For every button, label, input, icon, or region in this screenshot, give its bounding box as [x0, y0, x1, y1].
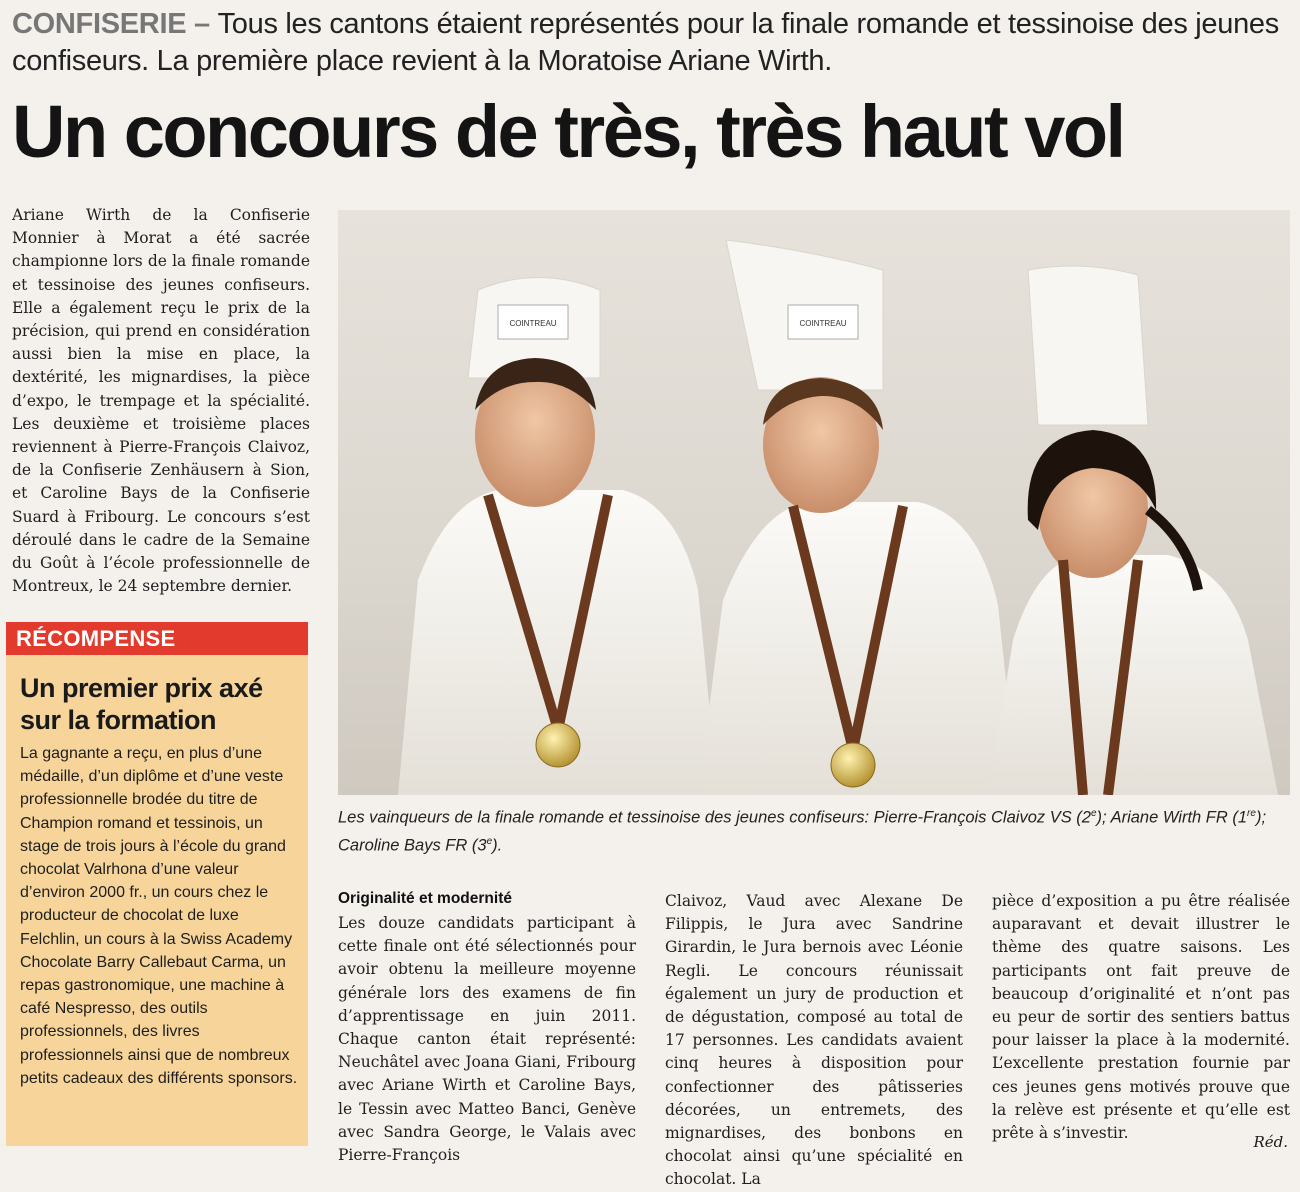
article-column-2: Claivoz, Vaud avec Alexane De Filippis, le Jura avec Sandrine Girardin, le Jura bernois avec Léonie Regli. Le concours réunissait également un jury de production et de dégustation, composé au total de 17 personnes. Les candidats avaient cinq heures à disposition pour confectionner des pâtisseries décorées, un entremets, des mignardises, des bonbons en chocolat ainsi qu’une spécialité en chocolat. La: [665, 892, 963, 1189]
caption-sup: re: [1247, 808, 1256, 819]
sidebar-body: La gagnante a reçu, en plus d’une médaille, d’un diplôme et d’une veste professionnelle brodée du titre de Champion romand et tessinois, un stage de trois jours à l’école du grand chocolat Valrhona d’une valeur d’environ 2000 fr., un cours chez le producteur de chocolat de luxe Felchlin, un cours à la Swiss Academy Chocolate Barry Callebaut Carma, un repas gastronomique, une machine à café Nespresso, des outils professionnels, des livres professionnels ainsi que de nombreux petits cadeaux des différents sponsors.: [20, 745, 298, 1087]
sidebar-rubric: RÉCOMPENSE: [6, 622, 308, 655]
intro-paragraph: Ariane Wirth de la Confiserie Monnier à Morat a été sacrée championne lors de la finale romande et tessinoise des jeunes confiseurs. Elle a également reçu le prix de la précision, qui prend en considération aussi bien la mise en place, la dextérité, les mignardises, la pièce d’expo, le trempage et la spécialité. Les deuxième et troisième places reviennent à Pierre-François Claivoz, de la Confiserie Zenhäusern à Sion, et Caroline Bays de la Confiserie Suard à Fribourg. Le concours s’est déroulé dans le cadre de la Semaine du Goût à l’école professionnelle de Montreux, le 24 septembre dernier.: [12, 206, 310, 596]
caption-part: ); Caroline Bays FR (3: [338, 808, 1267, 854]
hat-logo-left: COINTREAU: [509, 319, 557, 328]
caption-part: Les vainqueurs de la finale romande et tessinoise des jeunes confiseurs: Pierre-François Claivoz VS (2: [338, 808, 1091, 827]
person-left: [398, 278, 718, 796]
article-subheading: Originalité et modernité: [338, 890, 512, 907]
kicker-separator: –: [186, 8, 218, 40]
person-right: [988, 266, 1278, 795]
photo-illustration: [338, 210, 1290, 795]
caption-part: ).: [492, 836, 503, 854]
article-column-3: pièce d’exposition a pu être réalisée auparavant et devait illustrer le thème des quatre saisons. Les participants ont fait preuve de beaucoup d’originalité et n’ont pas eu peur de sortir des sentiers battus pour laisser la place à la modernité. L’excellente prestation fournie par ces jeunes gens motivés prouve que la relève est présente et qu’elle est prête à s’investir.: [992, 892, 1290, 1143]
article-column-1: Les douze candidats participant à cette finale ont été sélectionnés pour avoir obtenu la meilleure moyenne générale lors des examens de fin d’apprentissage en juin 2011. Chaque canton était représenté: Neuchâtel avec Joana Giani, Fribourg avec Ariane Wirth et Caroline Bays, le Tessin avec Matteo Banci, Genève avec Sandra George, le Valais avec Pierre-François: [338, 914, 636, 1165]
sidebar-box: [6, 622, 308, 1146]
headline: Un concours de très, très haut vol: [12, 90, 1124, 173]
kicker-rubric: CONFISERIE: [12, 8, 187, 40]
hat-logo-center: COINTREAU: [799, 319, 847, 328]
kicker: [12, 6, 1292, 80]
caption-sup: e: [1090, 808, 1097, 819]
caption-sup: e: [486, 835, 493, 847]
signature: Réd.: [1253, 1133, 1288, 1151]
sidebar-title: Un premier prix axé sur la formation: [20, 673, 263, 735]
kicker-text: Tous les cantons étaient représentés pour la finale romande et tessinoise des jeunes confiseurs. La première place revient à la Moratoise Ariane Wirth.: [12, 8, 1279, 77]
caption-part: ); Ariane Wirth FR (1: [1096, 808, 1248, 827]
photo-winners: [338, 210, 1290, 795]
person-center: [698, 240, 1018, 795]
photo-caption: [338, 802, 1290, 857]
